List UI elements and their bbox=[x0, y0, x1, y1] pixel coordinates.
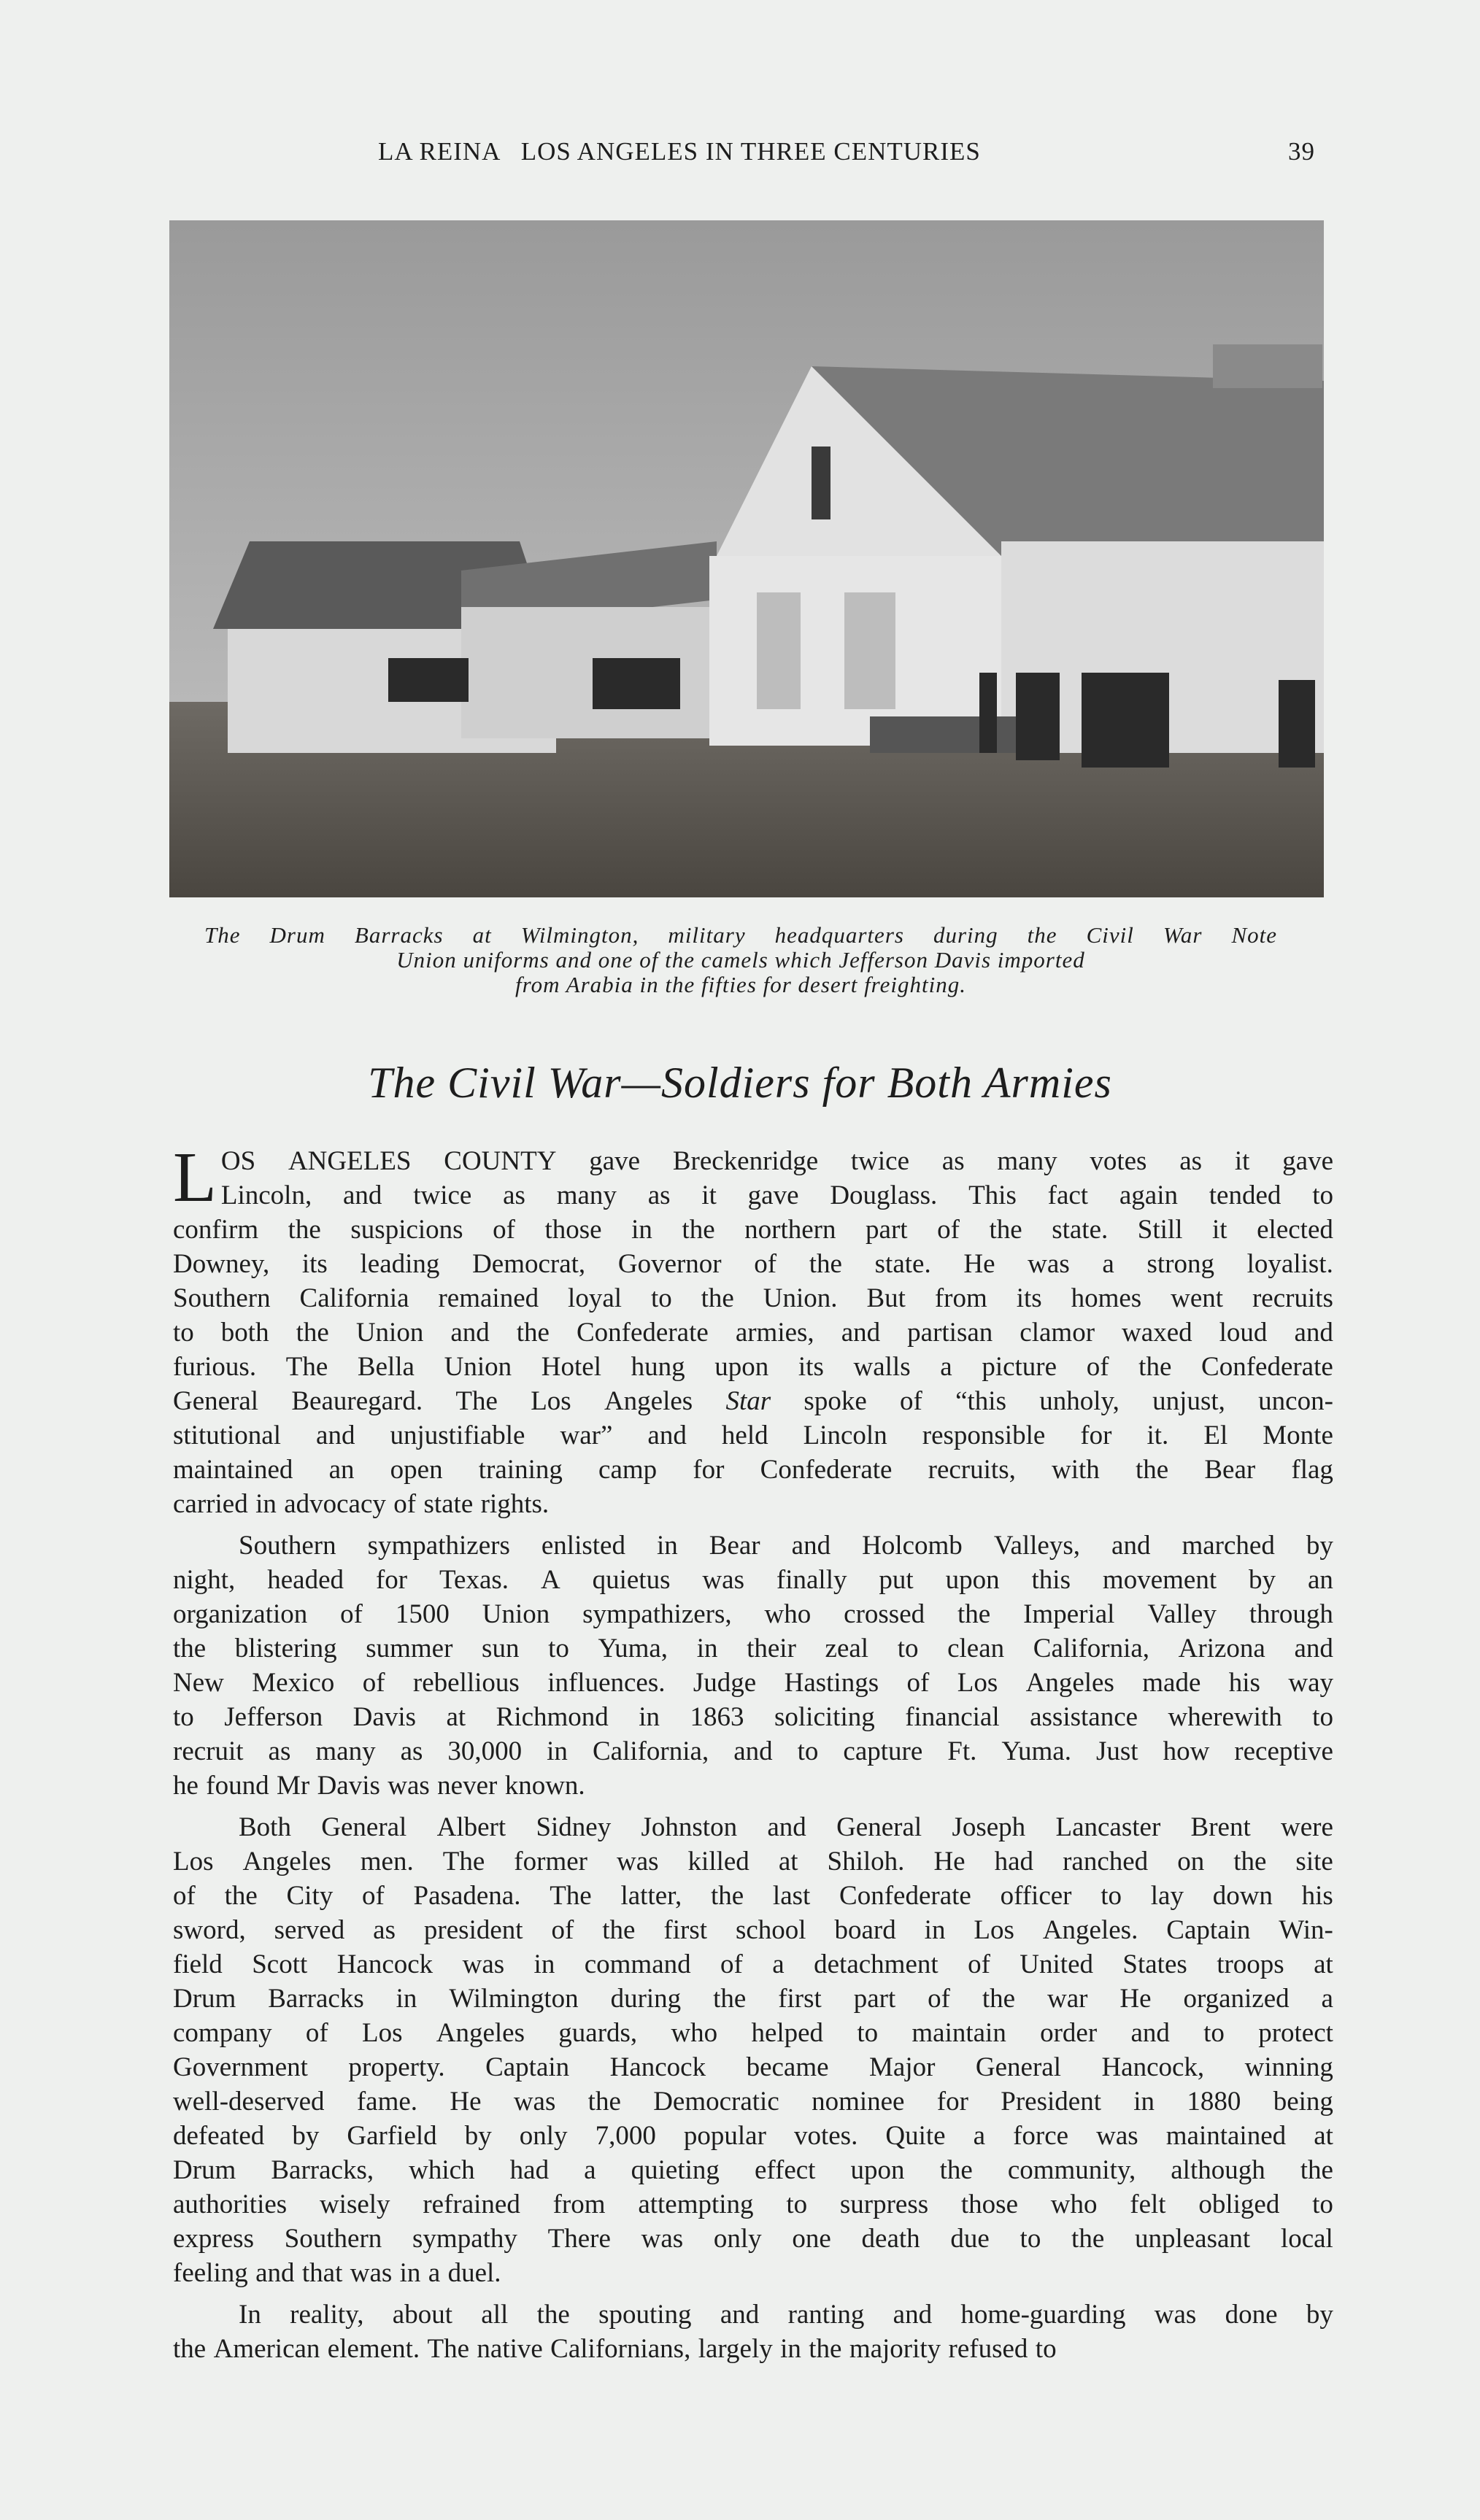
text-line: Both General Albert Sidney Johnston and General Joseph Lancaster Brent were bbox=[239, 1812, 1333, 1842]
text-line: furious. The Bella Union Hotel hung upon its walls a picture of the Confederate bbox=[173, 1352, 1333, 1382]
text-line: OS ANGELES COUNTY gave Breckenridge twice as many votes as it gave bbox=[220, 1146, 1333, 1176]
running-title: LA REINA LOS ANGELES IN THREE CENTURIES bbox=[378, 137, 981, 166]
text-line: Drum Barracks, which had a quieting effect upon the community, although the bbox=[173, 2155, 1333, 2185]
caption-line: from Arabia in the fifties for desert freighting. bbox=[515, 972, 966, 997]
text-line: to Jefferson Davis at Richmond in 1863 soliciting financial assistance wherewith to bbox=[173, 1702, 1333, 1732]
text-line: the blistering summer sun to Yuma, in their zeal to clean California, Arizona and bbox=[173, 1634, 1333, 1663]
drum-barracks-photo bbox=[169, 220, 1324, 897]
text-line: express Southern sympathy There was only one death due to the unpleasant local bbox=[173, 2224, 1333, 2254]
caption-line: The Drum Barracks at Wilmington, military headquarters during the Civil War Note bbox=[204, 922, 1277, 948]
text-line: night, headed for Texas. A quietus was finally put upon this movement by an bbox=[173, 1565, 1333, 1595]
text-line: sword, served as president of the first school board in Los Angeles. Captain Win- bbox=[173, 1915, 1333, 1945]
text-line: confirm the suspicions of those in the northern part of the state. Still it elected bbox=[173, 1215, 1333, 1245]
text-line: Drum Barracks in Wilmington during the first part of the war He organized a bbox=[173, 1984, 1333, 2014]
caption-line: Union uniforms and one of the camels which Jefferson Davis imported bbox=[396, 947, 1085, 973]
paragraph bbox=[173, 1810, 1333, 2290]
paragraph bbox=[173, 2297, 1333, 2366]
text-line: field Scott Hancock was in command of a detachment of United States troops at bbox=[173, 1949, 1333, 1979]
text-line: carried in advocacy of state rights. bbox=[173, 1489, 550, 1519]
page-number: 39 bbox=[1288, 137, 1315, 166]
text-line: General Beauregard. The Los Angeles Star spoke of “this unholy, unjust, uncon- bbox=[173, 1386, 1333, 1416]
text-line: recruit as many as 30,000 in California, and to capture Ft. Yuma. Just how receptive bbox=[173, 1736, 1333, 1766]
article-title: The Civil War—Soldiers for Both Armies bbox=[368, 1059, 1112, 1107]
text-line: authorities wisely refrained from attempting to surpress those who felt obliged to bbox=[173, 2189, 1333, 2219]
text-line: Lincoln, and twice as many as it gave Douglass. This fact again tended to bbox=[220, 1180, 1333, 1210]
text-line: to both the Union and the Confederate armies, and partisan clamor waxed loud and bbox=[173, 1318, 1333, 1348]
text-line: Southern California remained loyal to the Union. But from its homes went recruits bbox=[173, 1283, 1333, 1313]
text-line: he found Mr Davis was never known. bbox=[173, 1771, 585, 1801]
text-line: organization of 1500 Union sympathizers, who crossed the Imperial Valley through bbox=[173, 1599, 1333, 1629]
paragraph bbox=[173, 1528, 1333, 1803]
text-line: Los Angeles men. The former was killed at Shiloh. He had ranched on the site bbox=[173, 1847, 1333, 1877]
paragraph bbox=[173, 1138, 1333, 1521]
text-line: In reality, about all the spouting and ranting and home-guarding was done by bbox=[239, 2300, 1333, 2330]
text-line: well-deserved fame. He was the Democratic nominee for President in 1880 being bbox=[173, 2087, 1333, 2117]
text-line: the American element. The native Californians, largely in the majority refused to bbox=[173, 2334, 1057, 2364]
article-body bbox=[173, 1138, 1333, 2373]
text-line: New Mexico of rebellious influences. Judge Hastings of Los Angeles made his way bbox=[173, 1668, 1333, 1698]
drop-cap: L bbox=[173, 1138, 217, 1217]
photo-caption bbox=[204, 923, 1277, 997]
text-line: feeling and that was in a duel. bbox=[173, 2258, 501, 2288]
text-line: defeated by Garfield by only 7,000 popular votes. Quite a force was maintained at bbox=[173, 2121, 1333, 2151]
text-line: of the City of Pasadena. The latter, the last Confederate officer to lay down his bbox=[173, 1881, 1333, 1911]
text-line: Southern sympathizers enlisted in Bear and Holcomb Valleys, and marched by bbox=[239, 1531, 1333, 1561]
text-line: company of Los Angeles guards, who helped to maintain order and to protect bbox=[173, 2018, 1333, 2048]
text-line: Government property. Captain Hancock became Major General Hancock, winning bbox=[173, 2052, 1333, 2082]
text-line: maintained an open training camp for Confederate recruits, with the Bear flag bbox=[173, 1455, 1333, 1485]
page-header bbox=[0, 137, 1480, 174]
text-line: stitutional and unjustifiable war” and held Lincoln responsible for it. El Monte bbox=[173, 1421, 1333, 1450]
text-line: Downey, its leading Democrat, Governor of the state. He was a strong loyalist. bbox=[173, 1249, 1333, 1279]
